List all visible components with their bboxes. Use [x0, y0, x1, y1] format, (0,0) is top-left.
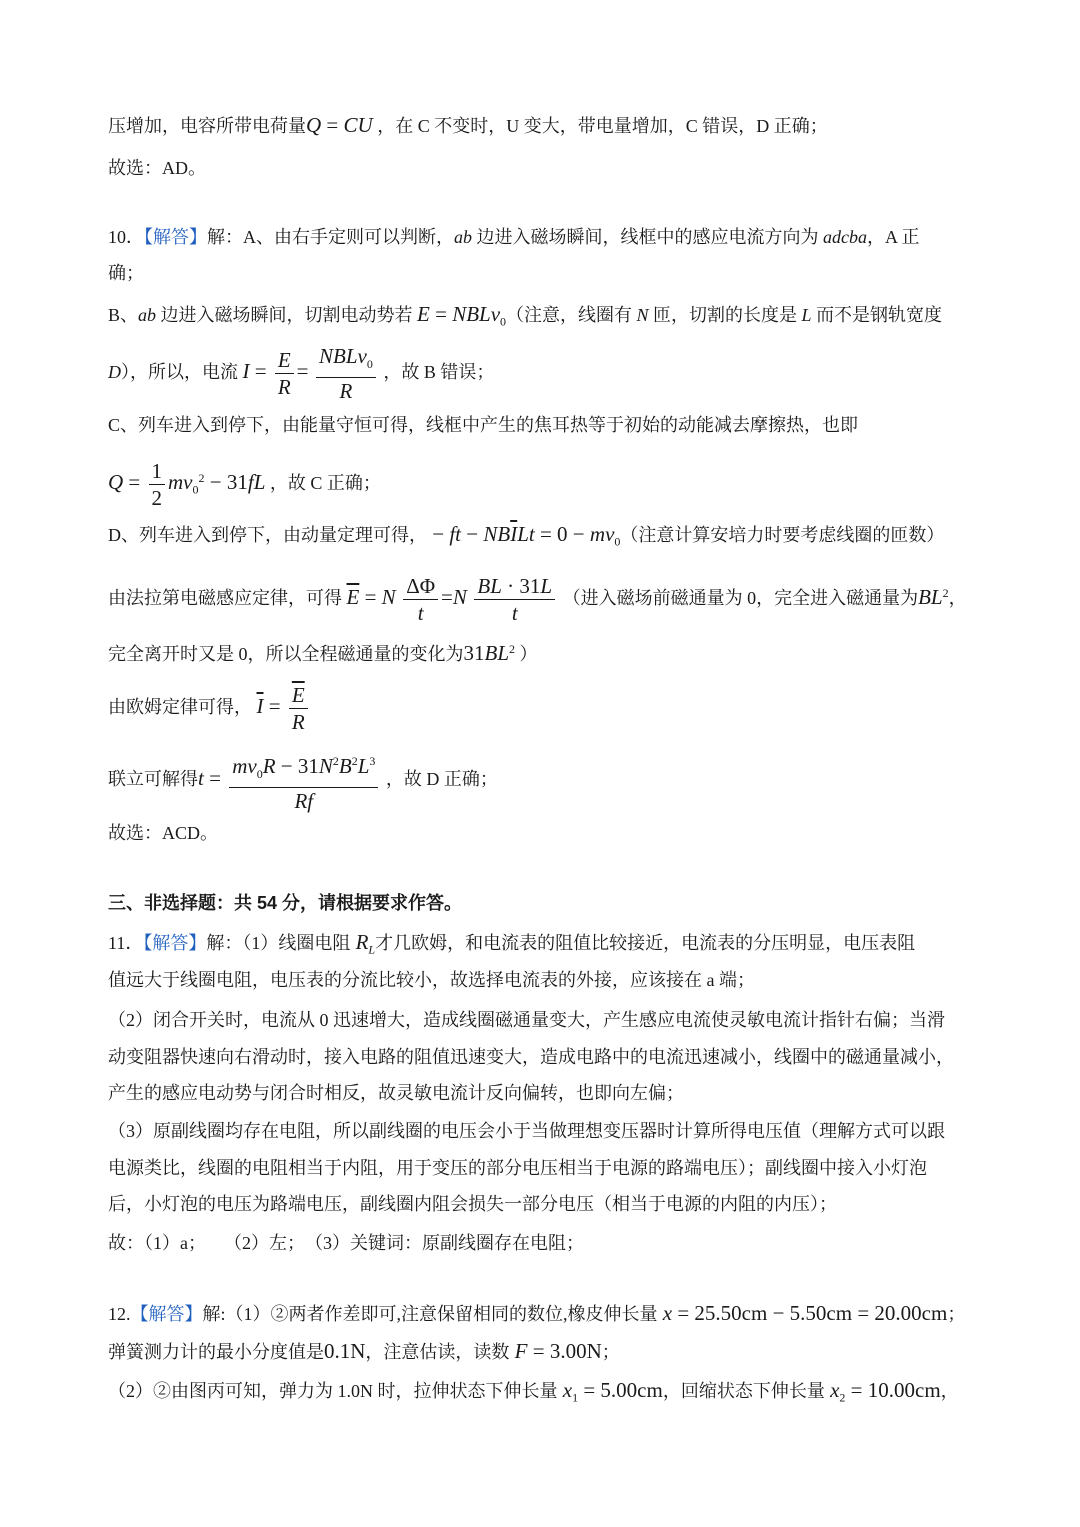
- text-line: 由欧姆定律可得， $\overline{I}$ = $\frac{\overline{E}}{R}$: [108, 678, 311, 735]
- question-12-header: 12.【解答】解:（1）②两者作差即可,注意保留相同的数位,橡皮伸长量 x = 25.50cm − 5.50cm = 20.00cm；: [108, 1301, 966, 1325]
- text-line: 完全离开时又是 0，所以全程磁通量的变化为$31BL^2$ ）: [108, 641, 538, 665]
- text-line: （2）闭合开关时，电流从 0 迅速增大，造成线圈磁通量变大，产生感应电流使灵敏电流计指针右偏；当滑: [108, 1010, 945, 1030]
- section-heading: 三、非选择题：共 54 分，请根据要求作答。: [108, 893, 463, 913]
- text-line: B、ab 边进入磁场瞬间，切割电动势若 E = NBLv$_0$（注意，线圈有 N 匝，切割的长度是 L 而不是钢轨宽度: [108, 302, 943, 329]
- answer-tag: 【解答】: [130, 1304, 203, 1324]
- text-line: 后，小灯泡的电压为路端电压，副线圈内阻会损失一部分电压（相当于电源的内阻的内压）；: [108, 1194, 837, 1214]
- text-line: Q = $\frac{1}{2}$ $mv_0^2 - 31fL$ ，故 C 正确；: [108, 459, 381, 511]
- text-line: 由法拉第电磁感应定律，可得 $\overline{E} = N$ $\frac{\Delta\Phi}{t}$ =N $\frac{BL \cdot 31L}{t}$ （进入磁场前磁通量为 0，完全进入磁通量为$BL^2$，: [108, 574, 967, 626]
- text-line: 压增加，电容所带电荷量Q = CU ，在 C 不变时，U 变大，带电量增加，C 错误，D 正确；: [108, 113, 828, 137]
- text-line: （2）②由图丙可知，弹力为 1.0N 时，拉伸状态下伸长量 $x_1 = 5.00cm$，回缩状态下伸长量 $x_2 = 10.00cm$，: [108, 1378, 959, 1405]
- question-10-header: 10．【解答】解：A、由右手定则可以判断，ab 边进入磁场瞬间，线框中的感应电流方向为 adcba，A 正: [108, 227, 920, 247]
- text-line: 故选：ACD。: [108, 823, 219, 843]
- answer-tag: 【解答】: [144, 227, 207, 247]
- text-line: 联立可解得t = $\frac{mv_0R - 31N^2B^2L^3}{Rf}$ ，故 D 正确；: [108, 748, 498, 814]
- text-line: （3）原副线圈均存在电阻，所以副线圈的电压会小于当做理想变压器时计算所得电压值（理解方式可以跟: [108, 1121, 945, 1141]
- text-line: 产生的感应电动势与闭合时相反，故灵敏电流计反向偏转，也即向左偏；: [108, 1083, 684, 1103]
- text-line: C、列车进入到停下，由能量守恒可得，线框中产生的焦耳热等于初始的动能减去摩擦热，也即: [108, 415, 859, 435]
- text-line: 值远大于线圈电阻，电压表的分流比较小，故选择电流表的外接，应该接在 a 端；: [108, 970, 755, 990]
- text-line: 故：（1）a； （2）左； （3）关键词：原副线圈存在电阻；: [108, 1233, 584, 1253]
- text-line: 动变阻器快速向右滑动时，接入电路的阻值迅速变大，造成电路中的电流迅速减小，线圈中的磁通量减小，: [108, 1047, 954, 1067]
- text-line: 故选：AD。: [108, 158, 206, 178]
- answer-tag: 【解答】: [143, 933, 207, 953]
- text-line: D），所以，电流 I = $\frac{E}{R}$ = $\frac{NBLv_0}{R}$ ，故 B 错误；: [108, 344, 495, 404]
- text-line: 确；: [108, 263, 144, 283]
- text-line: 电源类比，线圈的电阻相当于内阻，用于变压的部分电压相当于电源的路端电压）；副线圈中接入小灯泡: [108, 1158, 927, 1178]
- question-11-header: 11．【解答】解：（1）线圈电阻 $R_L$才几欧姆，和电流表的阻值比较接近，电流表的分压明显，电压表阻: [108, 930, 916, 957]
- text-line: 弹簧测力计的最小分度值是0.1N，注意估读，读数 F = 3.00N；: [108, 1339, 620, 1363]
- text-line: D、列车进入到停下，由动量定理可得， − ft − $NB\overline{I}Lt = 0 - mv_0$（注意计算安培力时要考虑线圈的匝数）: [108, 522, 945, 549]
